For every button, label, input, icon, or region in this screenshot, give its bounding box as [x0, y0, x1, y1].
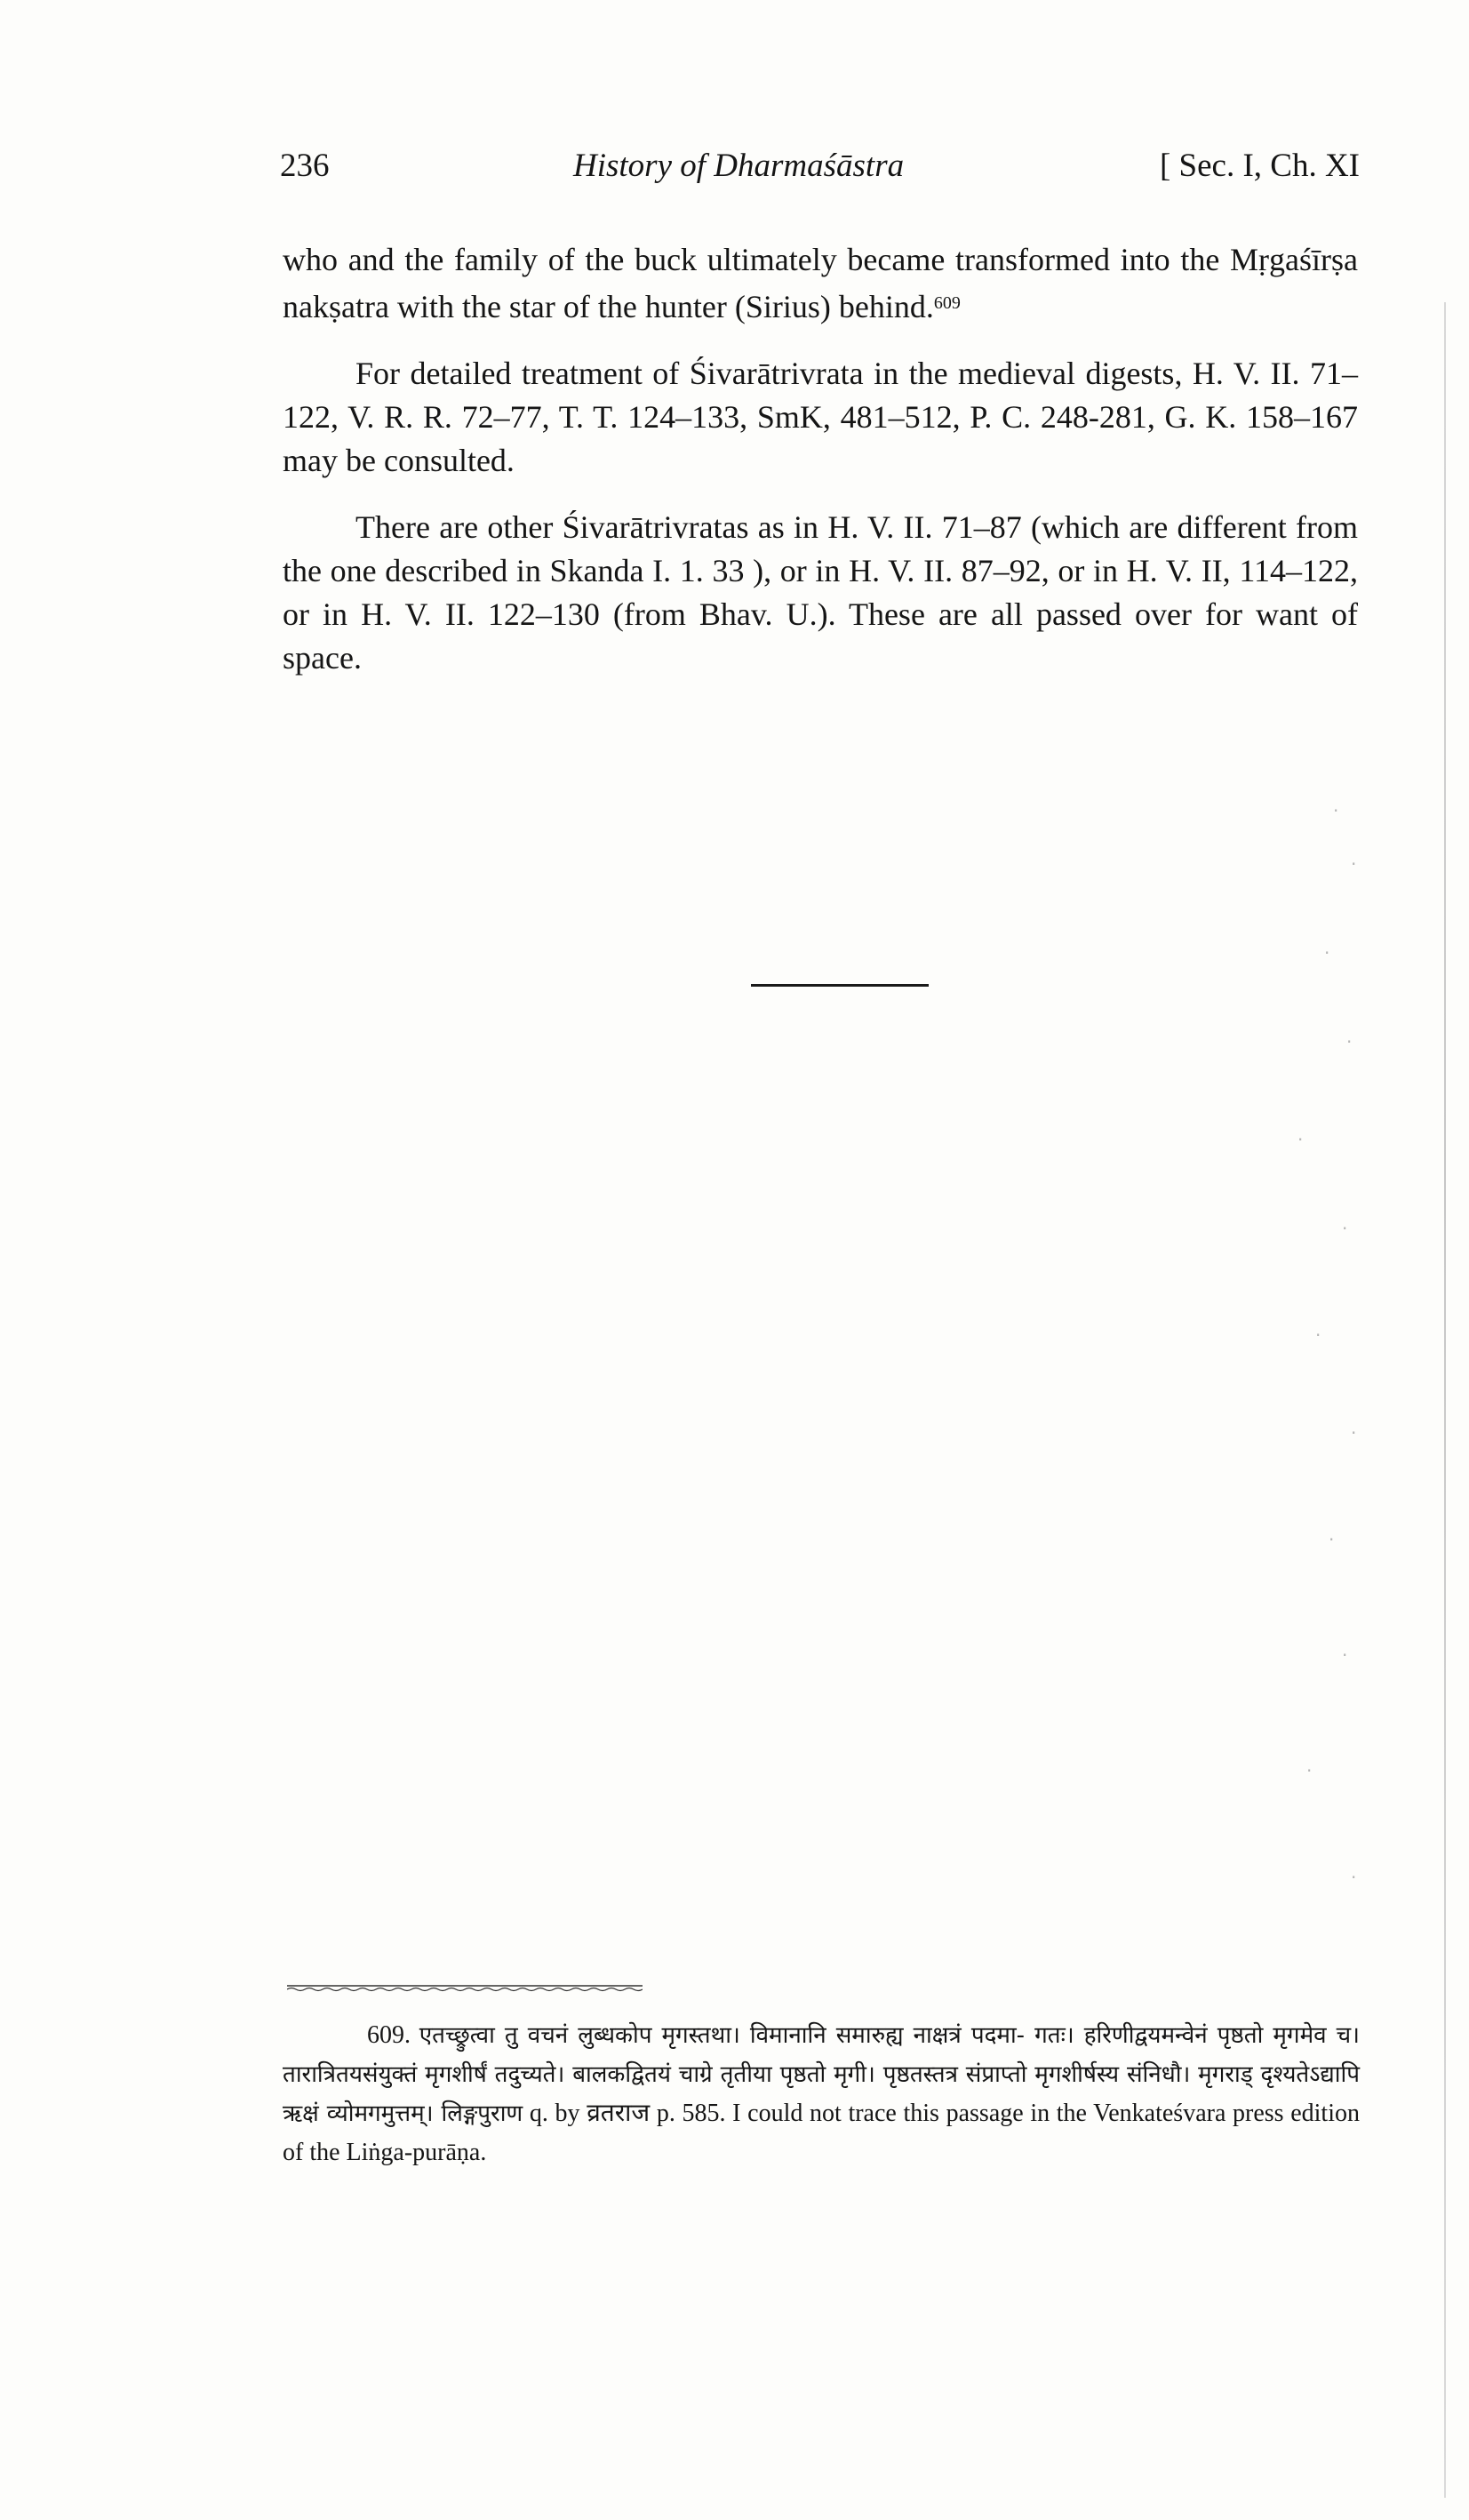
footnote-reference: 609 — [933, 293, 961, 313]
paragraph-2: For detailed treatment of Śivarātrivrata in the medieval digests, H. V. II. 71–122, V. R. R. 72–77, T. T. 124–133, SmK, 481–512, P. C. 248-281, G. K. 158–167 may be consulted. — [283, 356, 1358, 478]
footnote-separator — [287, 1984, 643, 1993]
paragraph-1 — [283, 238, 1358, 329]
scan-margin-edge — [1444, 302, 1446, 2498]
section-label: [ Sec. I, Ch. XI — [1159, 148, 1360, 184]
main-text — [283, 238, 1358, 703]
scan-bleed-marks: · · · · · · · · · · · · — [1297, 800, 1357, 1888]
page-header — [280, 147, 1360, 191]
page-number: 236 — [280, 148, 330, 184]
footnote-source-note: q. by व्रतराज p. 585. I could not trace this passage in the Venkateśvara press edition of the Liṅga-purāṇa. — [283, 2100, 1360, 2166]
footnote-line — [283, 2016, 1360, 2172]
paragraph-3: There are other Śivarātrivratas as in H. V. II. 71–87 (which are different from the one described in Skanda I. 1. 33 ), or in H. V. II. 87–92, or in H. V. II, 114–122, or in H. V. II. 122–130 (from Bhav. U.). These are all passed over for want of space. — [283, 509, 1358, 676]
running-title: History of Dharmaśāstra — [573, 148, 905, 184]
paragraph-1-text: who and the family of the buck ultimately became transformed into the Mṛgaśīrṣa nakṣatra with the star of the hunter (Sirius) behind. — [283, 242, 1358, 324]
footnote-609 — [283, 2016, 1360, 2172]
footnote-sanskrit-quote: एतच्छ्रुत्वा तु वचनं लुब्धकोप मृगस्तथा। विमानानि समारुह्य नाक्षत्रं पदमा- गतः। हरिणीद्वयमन्वेनं पृष्ठतो मृगमेव च। तारात्रितयसंयुक्तं मृगशीर्षं तदुच्यते। बालकद्वितयं चाग्रे तृतीया पृष्ठतो मृगी। पृष्ठतस्तत्र संप्राप्तो मृगशीर्षस्य संनिधौ। मृगराड् दृश्यतेऽद्यापि ऋक्षं व्योमगमुत्तम्। लिङ्गपुराण — [283, 2022, 1360, 2127]
footnote-number: 609. — [367, 2021, 411, 2049]
section-end-rule — [751, 984, 929, 987]
